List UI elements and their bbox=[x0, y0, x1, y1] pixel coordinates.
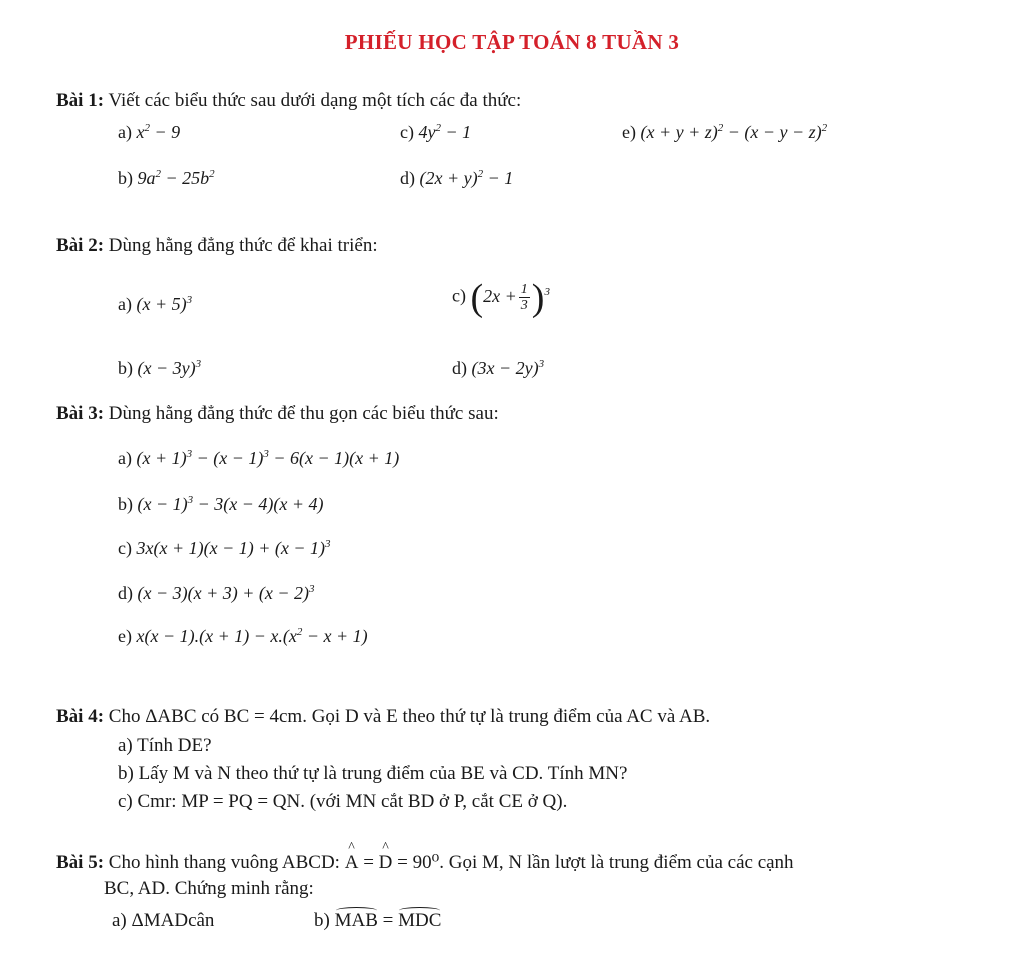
math-expression: $(x - 3y)^3$ bbox=[137, 358, 202, 378]
bai1-label: Bài 1: bbox=[56, 90, 105, 111]
math-expression: $(2x + y)^2 - 1$ bbox=[419, 168, 514, 188]
bai1-item-d bbox=[400, 168, 513, 189]
item-label: c) bbox=[118, 538, 132, 558]
angle-mdc: MDC bbox=[398, 910, 442, 931]
equals-sign: = bbox=[377, 910, 399, 931]
bai2-item-a bbox=[118, 294, 192, 315]
item-label: a) bbox=[118, 122, 132, 142]
bai5-heading bbox=[56, 851, 794, 874]
item-label: e) bbox=[622, 122, 636, 142]
bai5-item-a: a) ΔMADcân bbox=[112, 910, 215, 931]
bai3-label: Bài 3: bbox=[56, 403, 105, 424]
bai2-item-c bbox=[452, 276, 550, 319]
bai2-item-b bbox=[118, 358, 201, 379]
math-expression: $(x - 3)(x + 3) + (x - 2)^3$ bbox=[137, 583, 315, 603]
bai4-item-a: a) Tính DE? bbox=[118, 735, 212, 756]
bai5-text2: BC, AD. Chứng minh rằng: bbox=[104, 878, 314, 899]
bai5-item-b bbox=[314, 910, 441, 932]
bai2-heading bbox=[56, 235, 378, 257]
bai1-text: Viết các biểu thức sau dưới dạng một tích các đa thức: bbox=[108, 90, 522, 111]
math-expression: $(x + 5)^3$ bbox=[136, 294, 193, 314]
item-label: b) bbox=[314, 910, 330, 931]
bai2-item-d bbox=[452, 358, 544, 379]
bai1-item-b bbox=[118, 168, 215, 189]
math-expression: $(x + y + z)^2 - (x - y - z)^2$ bbox=[640, 122, 828, 142]
math-expression: $9a^2 - 25b^2$ bbox=[137, 168, 215, 188]
item-label: a) bbox=[118, 294, 132, 314]
bai2-text: Dùng hằng đẳng thức để khai triển: bbox=[108, 235, 378, 256]
item-label: c) bbox=[452, 285, 466, 306]
bai1-item-c bbox=[400, 122, 471, 143]
bai1-heading bbox=[56, 90, 521, 112]
item-label: d) bbox=[118, 583, 133, 603]
item-label: b) bbox=[118, 358, 133, 378]
page-title: PHIẾU HỌC TẬP TOÁN 8 TUẦN 3 bbox=[344, 30, 680, 54]
bai1-item-a bbox=[118, 122, 180, 143]
angle-a: ^ A bbox=[345, 852, 359, 874]
bai4-text: Cho ΔABC có BC = 4cm. Gọi D và E theo thứ tự là trung điểm của AC và AB. bbox=[108, 706, 711, 727]
bai3-item-b bbox=[118, 494, 324, 515]
math-expression: $(x + 1)^3 - (x - 1)^3 - 6(x - 1)(x + 1)$ bbox=[136, 448, 400, 468]
math-expression: $x^2 - 9$ bbox=[136, 122, 181, 142]
item-label: e) bbox=[118, 626, 132, 646]
bai5-text1-post: = 90⁰. Gọi M, N lần lượt là trung điểm của các cạnh bbox=[392, 852, 794, 873]
bai1-item-e bbox=[622, 122, 827, 143]
item-label: b) bbox=[118, 168, 133, 188]
math-expression: $(3x - 2y)^3$ bbox=[471, 358, 545, 378]
bai5-label: Bài 5: bbox=[56, 852, 105, 873]
item-label: b) bbox=[118, 494, 133, 514]
bai3-item-e bbox=[118, 626, 368, 647]
bai4-item-c: c) Cmr: MP = PQ = QN. (với MN cắt BD ở P, cắt CE ở Q). bbox=[118, 791, 568, 812]
bai3-item-a bbox=[118, 448, 399, 469]
bai4-label: Bài 4: bbox=[56, 706, 105, 727]
math-expression: $(x - 1)^3 - 3(x - 4)(x + 4)$ bbox=[137, 494, 324, 514]
item-label: a) bbox=[118, 448, 132, 468]
item-label: d) bbox=[400, 168, 415, 188]
bai3-item-d bbox=[118, 583, 315, 604]
bai2-label: Bài 2: bbox=[56, 235, 105, 256]
item-label: d) bbox=[452, 358, 467, 378]
bai5-text1-pre: Cho hình thang vuông ABCD: bbox=[108, 852, 340, 873]
math-expression: $4y^2 - 1$ bbox=[418, 122, 472, 142]
item-label: c) bbox=[400, 122, 414, 142]
bai3-heading bbox=[56, 403, 499, 425]
bai3-text: Dùng hằng đẳng thức để thu gọn các biểu thức sau: bbox=[108, 403, 499, 424]
equals-sign: = bbox=[358, 852, 379, 873]
math-expression: (2x + $\frac{1}{3}$ )$^3$ bbox=[470, 276, 550, 319]
bai4-item-b: b) Lấy M và N theo thứ tự là trung điểm của BE và CD. Tính MN? bbox=[118, 763, 628, 784]
math-expression: $x(x - 1).(x + 1) - x.(x^2 - x + 1)$ bbox=[136, 626, 368, 646]
bai4-heading bbox=[56, 706, 710, 728]
bai3-item-c bbox=[118, 538, 331, 559]
angle-mab: MAB bbox=[334, 910, 378, 931]
angle-d: ^ D bbox=[379, 852, 393, 874]
math-expression: $3x(x + 1)(x - 1) + (x - 1)^3$ bbox=[136, 538, 331, 558]
